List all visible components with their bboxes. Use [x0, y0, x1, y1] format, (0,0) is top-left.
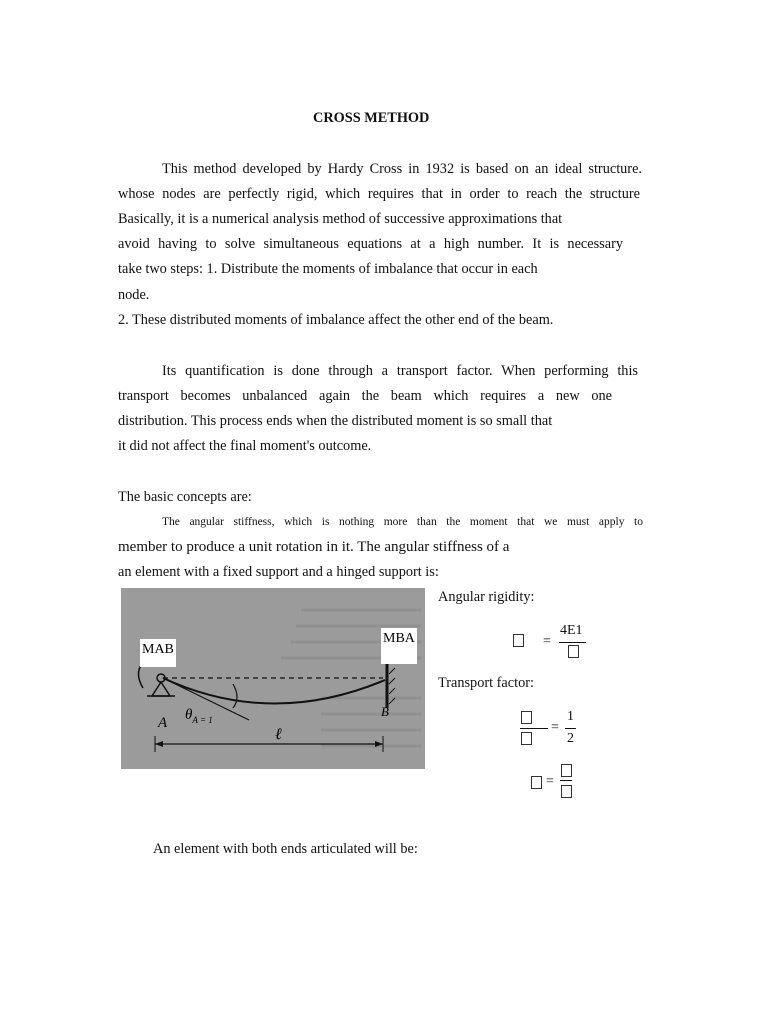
theta-subscript: A = 1	[192, 715, 213, 725]
theta-label	[183, 704, 215, 731]
last-line: An element with both ends articulated will be:	[153, 841, 418, 857]
factor-denominator	[521, 732, 532, 749]
placeholder-symbol-icon	[531, 776, 542, 789]
mba-label: MBA	[381, 628, 417, 664]
last-equals: =	[546, 774, 554, 789]
placeholder-symbol-icon	[561, 764, 572, 777]
placeholder-symbol-icon	[561, 785, 572, 798]
basic-concepts-heading: The basic concepts are:	[118, 489, 252, 505]
factor-two: 2	[567, 731, 574, 746]
factor-fraction-bar	[520, 728, 548, 729]
last-fraction-bar	[560, 780, 572, 781]
factor-equals: =	[551, 720, 559, 735]
para1-line-2: whose nodes are perfectly rigid, which requires that in order to reach the structure	[118, 186, 640, 202]
factor-numerator	[521, 711, 532, 728]
factor-one: 1	[567, 709, 574, 724]
point-b-label: B	[381, 704, 389, 719]
para1-line-3: Basically, it is a numerical analysis method of successive approximations that	[118, 211, 563, 227]
placeholder-symbol-icon	[513, 634, 524, 647]
placeholder-symbol-icon	[568, 645, 579, 658]
page-title: CROSS METHOD	[313, 110, 430, 126]
rigidity-equals: =	[543, 634, 551, 649]
para2-line-4: it did not affect the final moment's outcome.	[118, 438, 372, 454]
rigidity-numerator: 4E1	[560, 623, 583, 638]
para2-line-2: transport becomes unbalanced again the beam which requires a new one	[118, 388, 612, 404]
placeholder-symbol-icon	[521, 732, 532, 745]
mab-label: MAB	[140, 639, 176, 667]
para2-line-1: Its quantification is done through a transport factor. When performing this	[162, 363, 638, 379]
para1-line-1: This method developed by Hardy Cross in 1932 is based on an ideal structure.	[162, 161, 642, 177]
rigidity-denominator	[568, 645, 579, 662]
last-denominator	[561, 785, 572, 802]
point-a-label: A	[158, 715, 168, 731]
para2-line-3: distribution. This process ends when the distributed moment is so small that	[118, 413, 553, 429]
theta-symbol: θ	[185, 707, 193, 723]
para3-line-1: The angular stiffness, which is nothing more than the moment that we must apply to	[162, 516, 643, 528]
length-label: ℓ	[275, 726, 282, 743]
para1-line-7: 2. These distributed moments of imbalance affect the other end of the beam.	[118, 312, 554, 328]
para1-line-6: node.	[118, 287, 150, 303]
placeholder-symbol-icon	[521, 711, 532, 724]
half-fraction-bar	[565, 728, 576, 729]
angular-rigidity-label: Angular rigidity:	[438, 589, 535, 605]
para1-line-4: avoid having to solve simultaneous equations at a high number. It is necessary	[118, 236, 623, 252]
transport-factor-label: Transport factor:	[438, 675, 534, 691]
para1-line-5: take two steps: 1. Distribute the moments of imbalance that occur in each	[118, 261, 538, 277]
last-numerator	[561, 764, 572, 781]
rigidity-lhs	[513, 634, 524, 651]
para3-line-2: member to produce a unit rotation in it. The angular stiffness of a	[118, 539, 510, 555]
last-lhs	[531, 776, 542, 793]
rigidity-fraction-bar	[559, 642, 586, 643]
para3-line-3: an element with a fixed support and a hinged support is:	[118, 564, 439, 580]
beam-figure	[121, 588, 425, 769]
